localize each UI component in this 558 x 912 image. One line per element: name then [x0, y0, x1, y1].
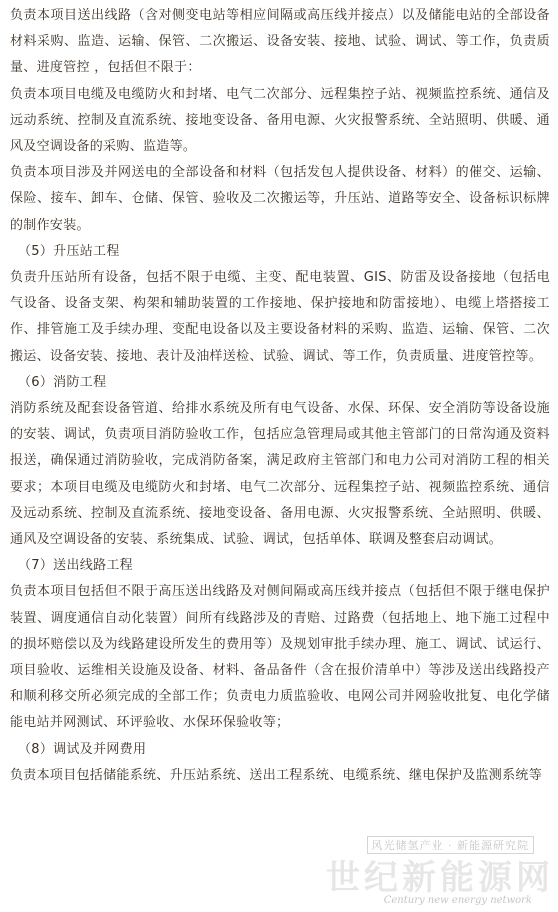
- paragraph-commissioning: 负责本项目包括储能系统、升压站系统、送出工程系统、电缆系统、继电保护及监测系统等: [10, 767, 543, 783]
- watermark-logo: [324, 836, 554, 906]
- paragraph-equipment-procurement: 负责本项目送出线路（含对侧变电站等相应间隔或高压线并接点）以及储能电站的全部设备材料采购、监造、运输、保管、二次搬运、设备安装、接地、试验、调试、等工作，负责质量、进度管控 ，包括但不限于：: [10, 8, 550, 76]
- paragraph-transmission-line: 负责本项目包括但不限于高压送出线路及对侧间隔或高压线并接点（包括但不限于继电保护装置、调度通信自动化装置）间所有线路涉及的青赔、过路费（包括地上、地下施工过程中的损坏赔偿以及为线路建设所发生的费用等）及规划审批手续办理、施工、调试、试运行、项目验收、运维相关设施及设备、材料、备品备件（含在报价清单中）等涉及送出线路投产和顺利移交所必须完成的全部工作；负责电力质监验收、电网公司并网验收批复、电化学储能电站并网测试、环评验收、水保环保验收等；: [10, 584, 550, 731]
- section-heading-transmission-line: （7）送出线路工程: [18, 558, 133, 574]
- watermark-title: 世纪新能源网: [326, 858, 554, 898]
- section-heading-substation: （5）升压站工程: [18, 243, 120, 259]
- watermark-subtitle: Century new energy network: [383, 895, 532, 906]
- section-heading-fire-protection: （6）消防工程: [18, 374, 107, 390]
- paragraph-grid-equipment: 负责本项目涉及并网送电的全部设备和材料（包括发包人提供设备、材料）的催交、运输、保险、接车、卸车、仓储、保管、验收及二次搬运等，升压站、道路等安全、设备标识标牌的制作安装。: [10, 165, 550, 233]
- paragraph-cable-procurement: 负责本项目电缆及电缆防火和封堵、电气二次部分、远程集控子站、视频监控系统、通信及远动系统、控制及直流系统、接地变设备、备用电源、火灾报警系统、全站照明、供暖、通风及空调设备的采购、监造等。: [10, 86, 550, 155]
- paragraph-fire-protection: 消防系统及配套设备管道、给排水系统及所有电气设备、水保、环保、安全消防等设备设施的安装、调试，负责项目消防验收工作，包括应急管理局或其他主管部门的日常沟通及资料报送，确保通过消防验收，完成消防备案，满足政府主管部门和电力公司对消防工程的相关要求；本项目电缆及电缆防火和封堵、电气二次部分、远程集控子站、视频监控系统、通信及远动系统、控制及直流系统、接地变设备、备用电源、火灾报警系统、全站照明、供暖、通风及空调设备的安装、系统集成、试验、调试，包括单体、联调及整套启动调试。: [10, 401, 550, 548]
- document-body: [10, 3, 550, 789]
- section-heading-commissioning: （8）调试及并网费用: [18, 741, 147, 757]
- paragraph-substation: 负责升压站所有设备，包括不限于电缆、主变、配电装置、GIS、防雷及设备接地（包括电气设备、设备支架、构架和辅助装置的工作接地、保护接地和防雷接地）、电缆上塔搭接工作、排管施工及手续办理、变配电设备以及主要设备材料的采购、监造、运输、保管、二次搬运、设备安装、接地、表计及油样送检、试验、调试、等工作，负责质量、进度管控等。: [10, 270, 550, 364]
- watermark-tagline: 风光储氢产业 · 新能源研究院: [367, 836, 535, 854]
